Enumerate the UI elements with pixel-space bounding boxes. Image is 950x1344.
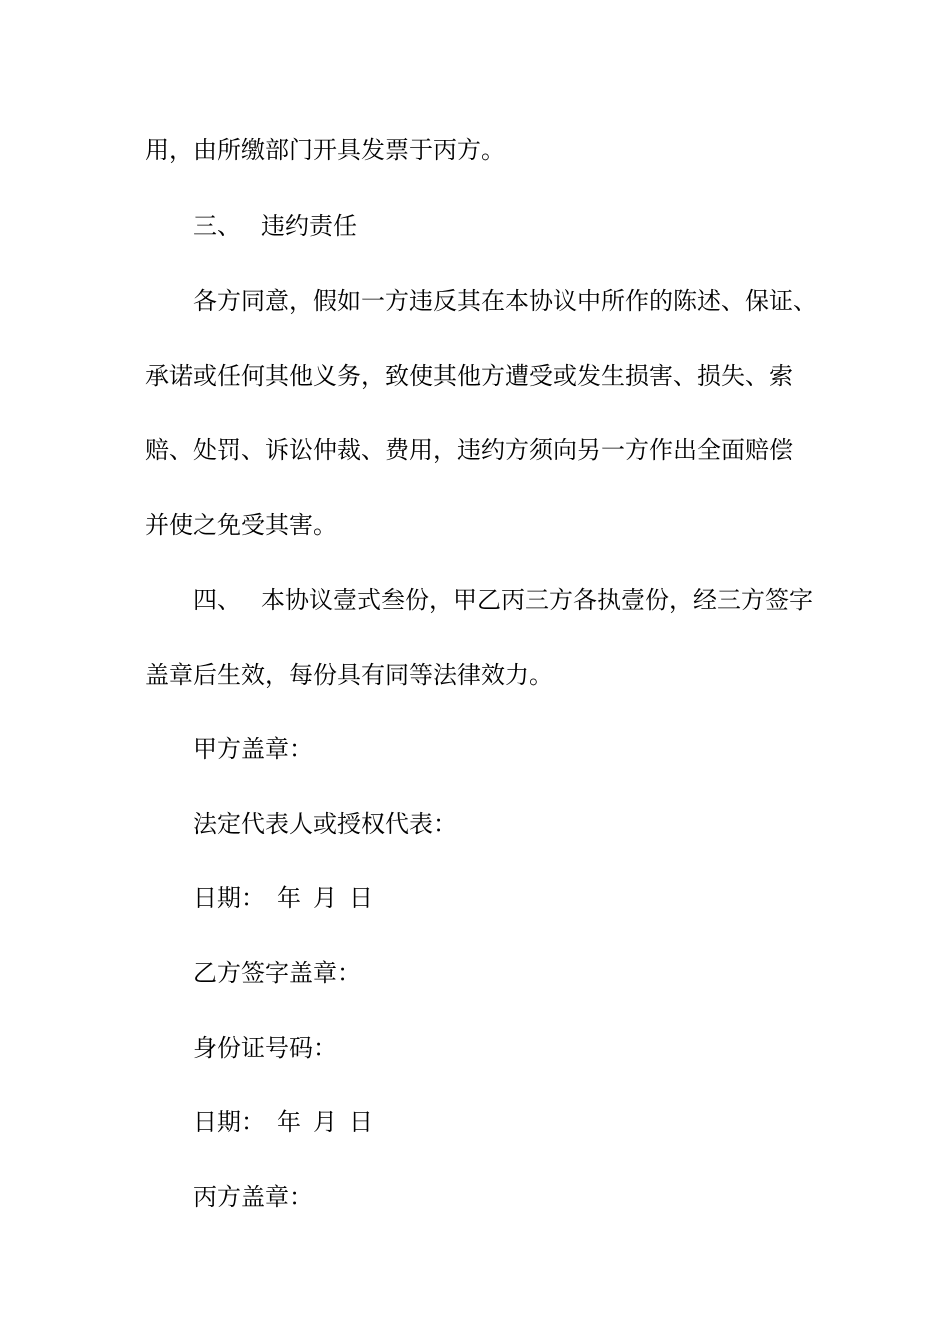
legal-rep-text: 法定代表人或授权代表：: [193, 810, 457, 838]
year-label: 年: [277, 884, 301, 912]
paragraph-line: [145, 509, 825, 541]
copies-text-2: 盖章后生效，每份具有同等法律效力。: [145, 661, 553, 689]
id-number-label: [193, 1032, 873, 1064]
party-c-seal-label: [193, 1181, 873, 1213]
party-a-seal-label: [193, 733, 873, 765]
section-heading-4: [193, 584, 873, 616]
breach-text-1: 各方同意，假如一方违反其在本协议中所作的陈述、保证、: [193, 287, 817, 315]
paragraph-line: [193, 285, 873, 317]
section-number: 三、: [193, 212, 241, 240]
section-number: 四、: [193, 586, 241, 614]
day-label: 日: [349, 1108, 373, 1136]
month-label: 月: [313, 884, 337, 912]
party-a-date-line: [193, 882, 873, 914]
party-b-sign-label: [193, 957, 873, 989]
party-b-sign-text: 乙方签字盖章：: [193, 959, 361, 987]
month-label: 月: [313, 1108, 337, 1136]
legal-rep-label: [193, 808, 873, 840]
paragraph-line: [145, 659, 825, 691]
party-a-seal-text: 甲方盖章：: [193, 735, 313, 763]
year-label: 年: [277, 1108, 301, 1136]
party-b-date-line: [193, 1106, 873, 1138]
paragraph-line: [145, 134, 825, 166]
section-title: 违约责任: [261, 212, 357, 240]
text-fee-invoice: 用，由所缴部门开具发票于丙方。: [145, 136, 505, 164]
section-heading-3: [193, 210, 873, 242]
copies-text-1: 本协议壹式叁份，甲乙丙三方各执壹份，经三方签字: [261, 586, 813, 614]
breach-text-4: 并使之免受其害。: [145, 511, 337, 539]
breach-text-2: 承诺或任何其他义务，致使其他方遭受或发生损害、损失、索: [145, 362, 793, 390]
paragraph-line: [145, 360, 825, 392]
day-label: 日: [349, 884, 373, 912]
party-c-seal-text: 丙方盖章：: [193, 1183, 313, 1211]
breach-text-3: 赔、处罚、诉讼仲裁、费用，违约方须向另一方作出全面赔偿: [145, 436, 793, 464]
date-label: 日期：: [193, 884, 265, 912]
date-label: 日期：: [193, 1108, 265, 1136]
paragraph-line: [145, 434, 825, 466]
id-number-text: 身份证号码：: [193, 1034, 337, 1062]
